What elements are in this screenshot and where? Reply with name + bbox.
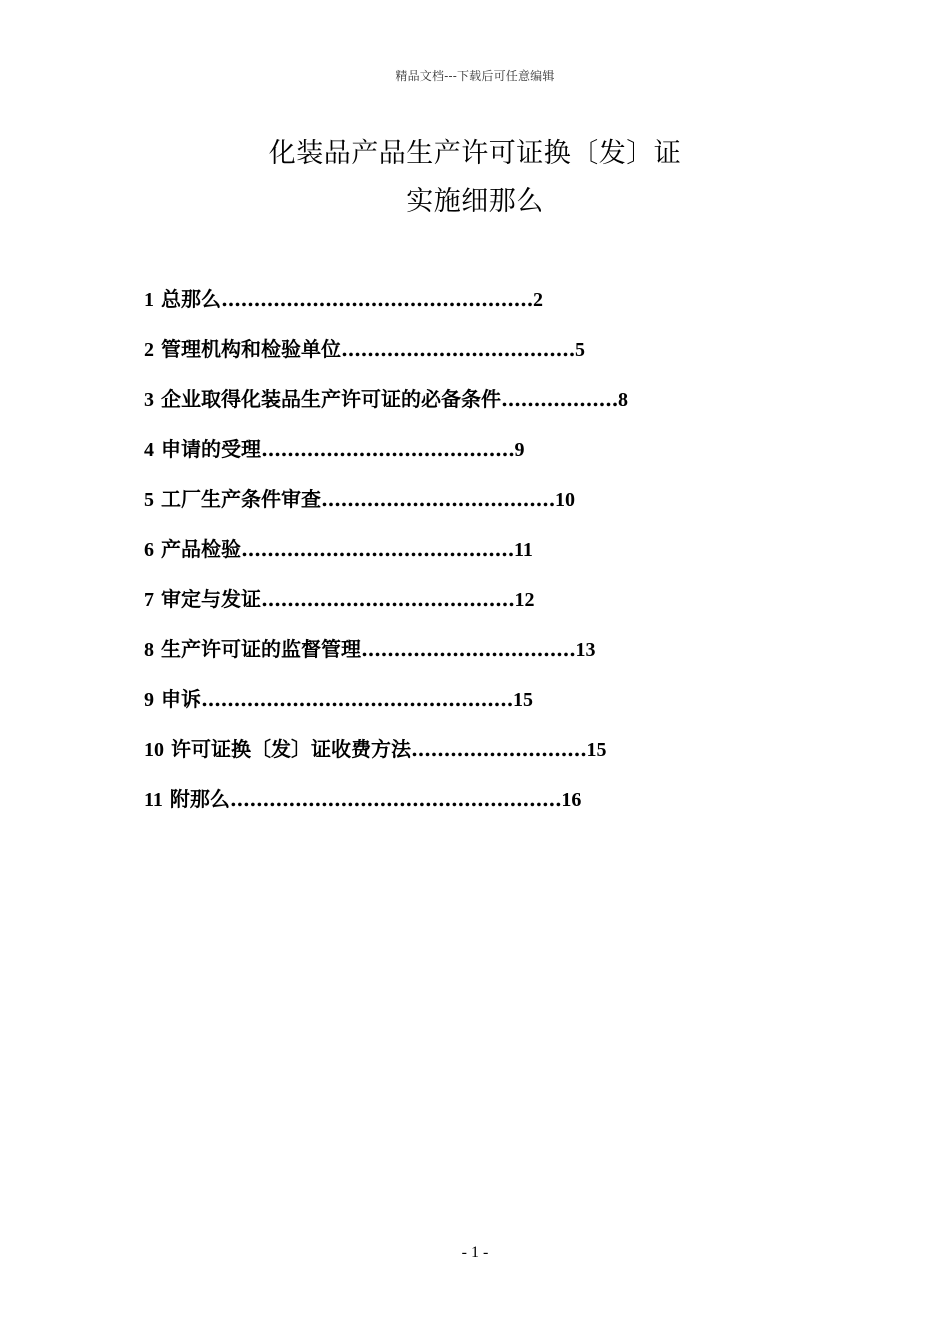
toc-label: 附那么	[169, 787, 230, 811]
toc-page-number: 12	[514, 589, 535, 611]
toc-leader: ……………………………………………	[229, 787, 562, 811]
toc-label: 管理机构和检验单位	[160, 337, 341, 361]
toc-page-number: 15	[586, 739, 607, 761]
toc-number: 4	[144, 439, 154, 461]
toc-page-number: 13	[575, 639, 596, 661]
toc-label: 总那么	[160, 287, 221, 311]
toc-item[interactable]	[144, 380, 864, 430]
toc-leader: …………………………………	[260, 587, 515, 611]
toc-leader: ………………………	[410, 737, 587, 761]
toc-leader: ………………………………	[340, 337, 575, 361]
toc-leader: …………………………………………	[200, 687, 513, 711]
toc-page-number: 2	[532, 289, 543, 311]
toc-leader: ………………………………	[320, 487, 555, 511]
toc-number: 2	[144, 339, 154, 361]
toc-item[interactable]	[144, 780, 864, 830]
toc-number: 7	[144, 589, 154, 611]
toc-number: 11	[144, 789, 163, 811]
toc-number: 10	[144, 739, 164, 761]
toc-item[interactable]	[144, 580, 864, 630]
document-title	[0, 130, 950, 226]
toc-page-number: 16	[561, 789, 582, 811]
toc-number: 3	[144, 389, 154, 411]
toc-label: 企业取得化装品生产许可证的必备条件	[160, 387, 501, 411]
toc-item[interactable]	[144, 530, 864, 580]
toc-leader: ……………………………………	[240, 537, 514, 561]
toc-item[interactable]	[144, 280, 864, 330]
toc-leader: …………………………………………	[220, 287, 533, 311]
title-line-1: 化装品产品生产许可证换〔发〕证	[268, 138, 682, 169]
toc-page-number: 10	[554, 489, 575, 511]
toc-number: 1	[144, 289, 154, 311]
toc-label: 许可证换〔发〕证收费方法	[170, 737, 411, 761]
page-number: - 1 -	[461, 1244, 489, 1261]
toc-item[interactable]	[144, 730, 864, 780]
toc-label: 审定与发证	[160, 587, 261, 611]
toc-label: 产品检验	[160, 537, 241, 561]
toc-page-number: 5	[574, 339, 585, 361]
toc-label: 申诉	[160, 687, 201, 711]
toc-number: 9	[144, 689, 154, 711]
toc-item[interactable]	[144, 430, 864, 480]
table-of-contents	[144, 280, 864, 830]
toc-page-number: 11	[513, 539, 533, 561]
toc-page-number: 15	[512, 689, 533, 711]
toc-item[interactable]	[144, 680, 864, 730]
header-note: 精品文档---下载后可任意编辑	[395, 69, 555, 83]
toc-page-number: 8	[617, 389, 628, 411]
toc-item[interactable]	[144, 630, 864, 680]
toc-leader: ……………………………	[360, 637, 576, 661]
toc-label: 生产许可证的监督管理	[160, 637, 361, 661]
toc-page-number: 9	[514, 439, 525, 461]
toc-number: 6	[144, 539, 154, 561]
toc-item[interactable]	[144, 330, 864, 380]
toc-label: 工厂生产条件审查	[160, 487, 321, 511]
toc-leader: …………………………………	[260, 437, 515, 461]
toc-leader: ………………	[500, 387, 618, 411]
toc-item[interactable]	[144, 480, 864, 530]
toc-number: 8	[144, 639, 154, 661]
title-line-2: 实施细那么	[406, 186, 544, 217]
toc-label: 申请的受理	[160, 437, 261, 461]
toc-number: 5	[144, 489, 154, 511]
